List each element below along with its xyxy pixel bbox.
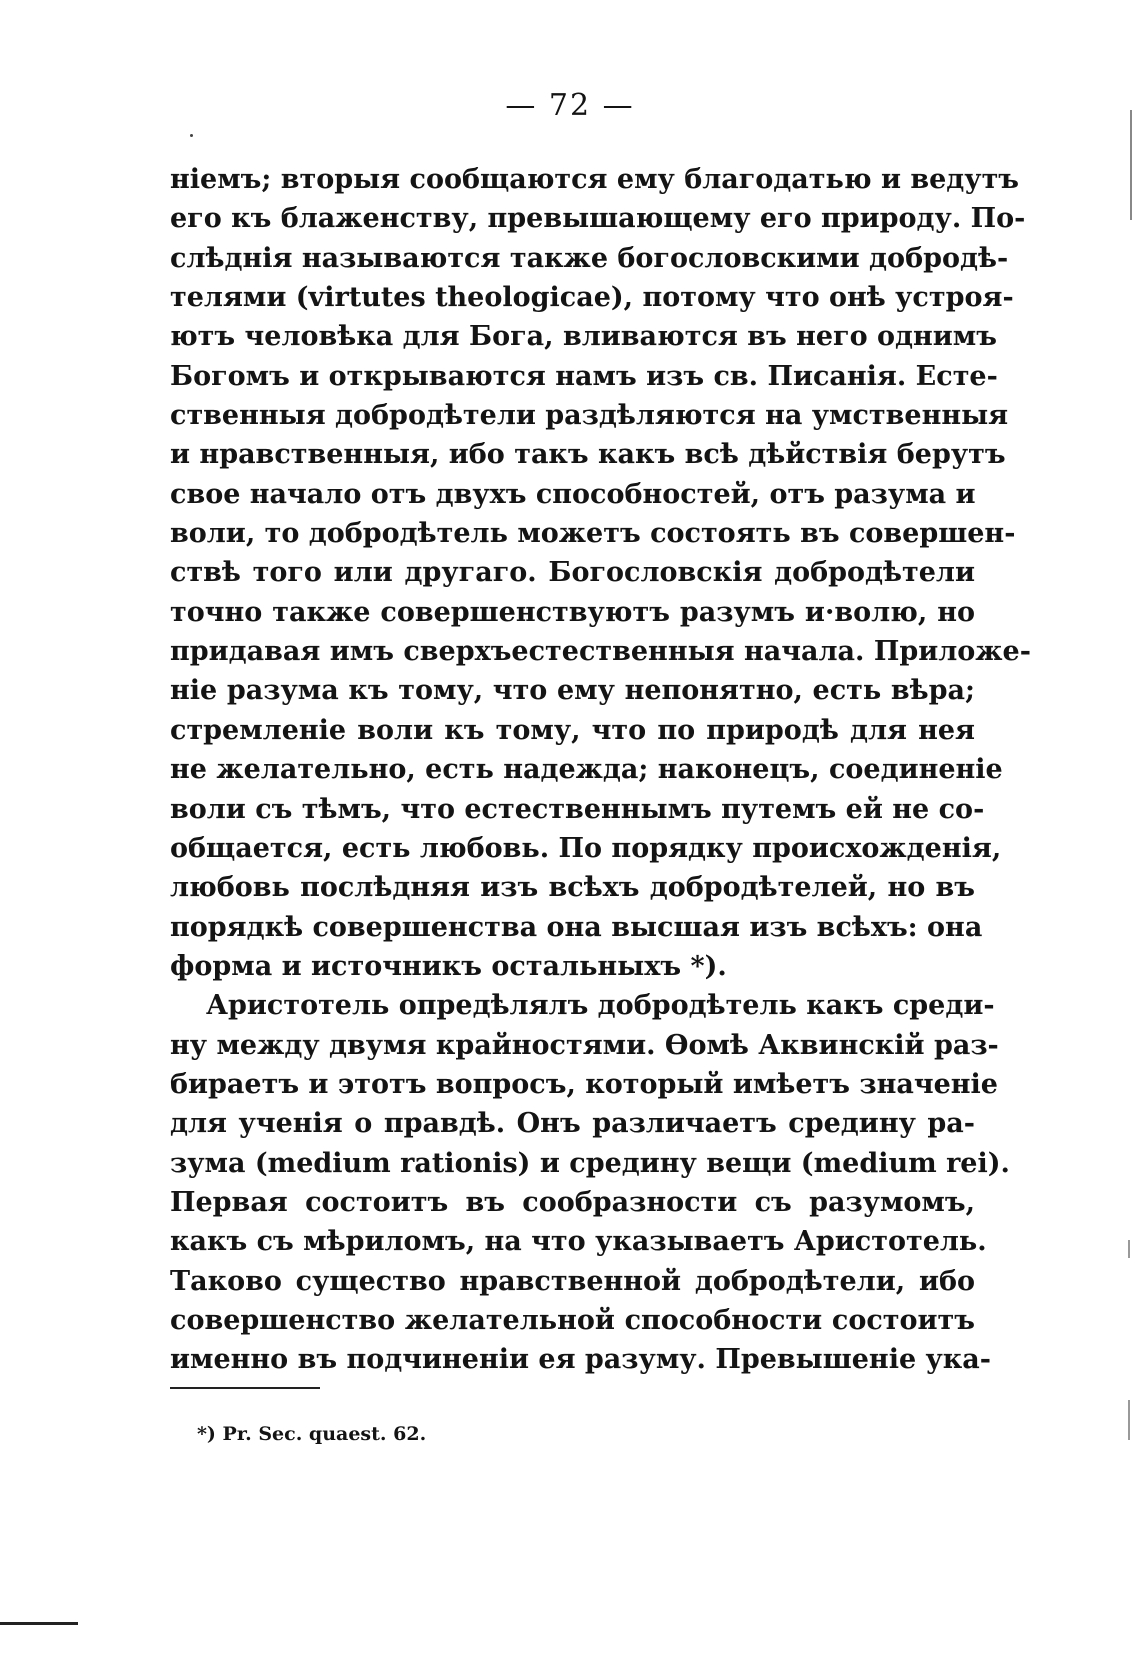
text-line: Первая состоитъ въ сообразности съ разумомъ, [170,1186,975,1218]
text-line: и нравственныя, ибо такъ какъ всѣ дѣйствія берутъ [170,439,1006,471]
text-line: ютъ человѣка для Бога, вливаются въ него однимъ [170,321,997,353]
text-line: совершенство желательной способности состоитъ [170,1304,975,1336]
scan-edge-right [1130,110,1132,220]
margin-mark [1128,1240,1130,1258]
text-line: именно въ подчиненіи ея разуму. Превышеніе ука- [170,1344,992,1376]
text-line: какъ съ мѣриломъ, на что указываетъ Аристотель. [170,1226,987,1258]
text-line: порядкѣ совершенства она высшая изъ всѣхъ: она [170,911,983,943]
text-line: ну между двумя крайностями. Ѳомѣ Аквинскій раз- [170,1029,999,1061]
scan-edge-left [0,1622,78,1625]
footnote-rule [170,1387,320,1389]
text-line: его къ блаженству, превышающему его природу. По- [170,203,1026,235]
text-line: форма и источникъ остальныхъ *). [170,950,727,982]
text-line: ніемъ; вторыя сообщаются ему благодатью и ведутъ [170,164,1020,195]
text-line: не желательно, есть надежда; наконецъ, соединеніе [170,754,1003,786]
margin-mark [1128,1400,1130,1440]
text-line: Таково существо нравственной добродѣтели, ибо [170,1265,975,1297]
text-line: для ученія о правдѣ. Онъ различаетъ средину ра- [170,1108,975,1140]
text-line: бираетъ и этотъ вопросъ, который имѣетъ значеніе [170,1068,998,1100]
page-number: — 72 — [505,88,635,123]
text-line: воли съ тѣмъ, что естественнымъ путемъ ей не со- [170,793,985,825]
footnote: *) Pr. Sec. quaest. 62. [197,1423,427,1445]
text-line: свое начало отъ двухъ способностей, отъ разума и [170,478,976,510]
body-text [170,160,1031,1380]
text-line: ственныя добродѣтели раздѣляются на умственныя [170,400,1009,432]
text-line: стремленіе воли къ тому, что по природѣ для нея [170,714,975,746]
text-line: Богомъ и открываются намъ изъ св. Писанія. Есте- [170,360,998,392]
text-line: общается, есть любовь. По порядку происхожденія, [170,832,1002,864]
stray-dot [190,134,193,137]
text-line: зума (medium rationis) и средину вещи (medium rei). [170,1147,1010,1179]
text-line: слѣднія называются также богословскими добродѣ- [170,242,1009,274]
text-line: Аристотель опредѣлялъ добродѣтель какъ среди- [206,990,995,1022]
text-line: точно также совершенствуютъ разумъ и·волю, но [170,596,975,628]
text-line: придавая имъ сверхъестественныя начала. Приложе- [170,636,1031,668]
text-line: любовь послѣдняя изъ всѣхъ добродѣтелей, но въ [170,872,975,904]
text-line: ствѣ того или другаго. Богословскія добродѣтели [170,557,975,589]
text-line: воли, то добродѣтель можетъ состоять въ совершен- [170,518,1016,550]
text-line: телями (virtutes theologicae), потому что онѣ устроя- [170,282,1014,314]
text-line: ніе разума къ тому, что ему непонятно, есть вѣра; [170,675,975,707]
